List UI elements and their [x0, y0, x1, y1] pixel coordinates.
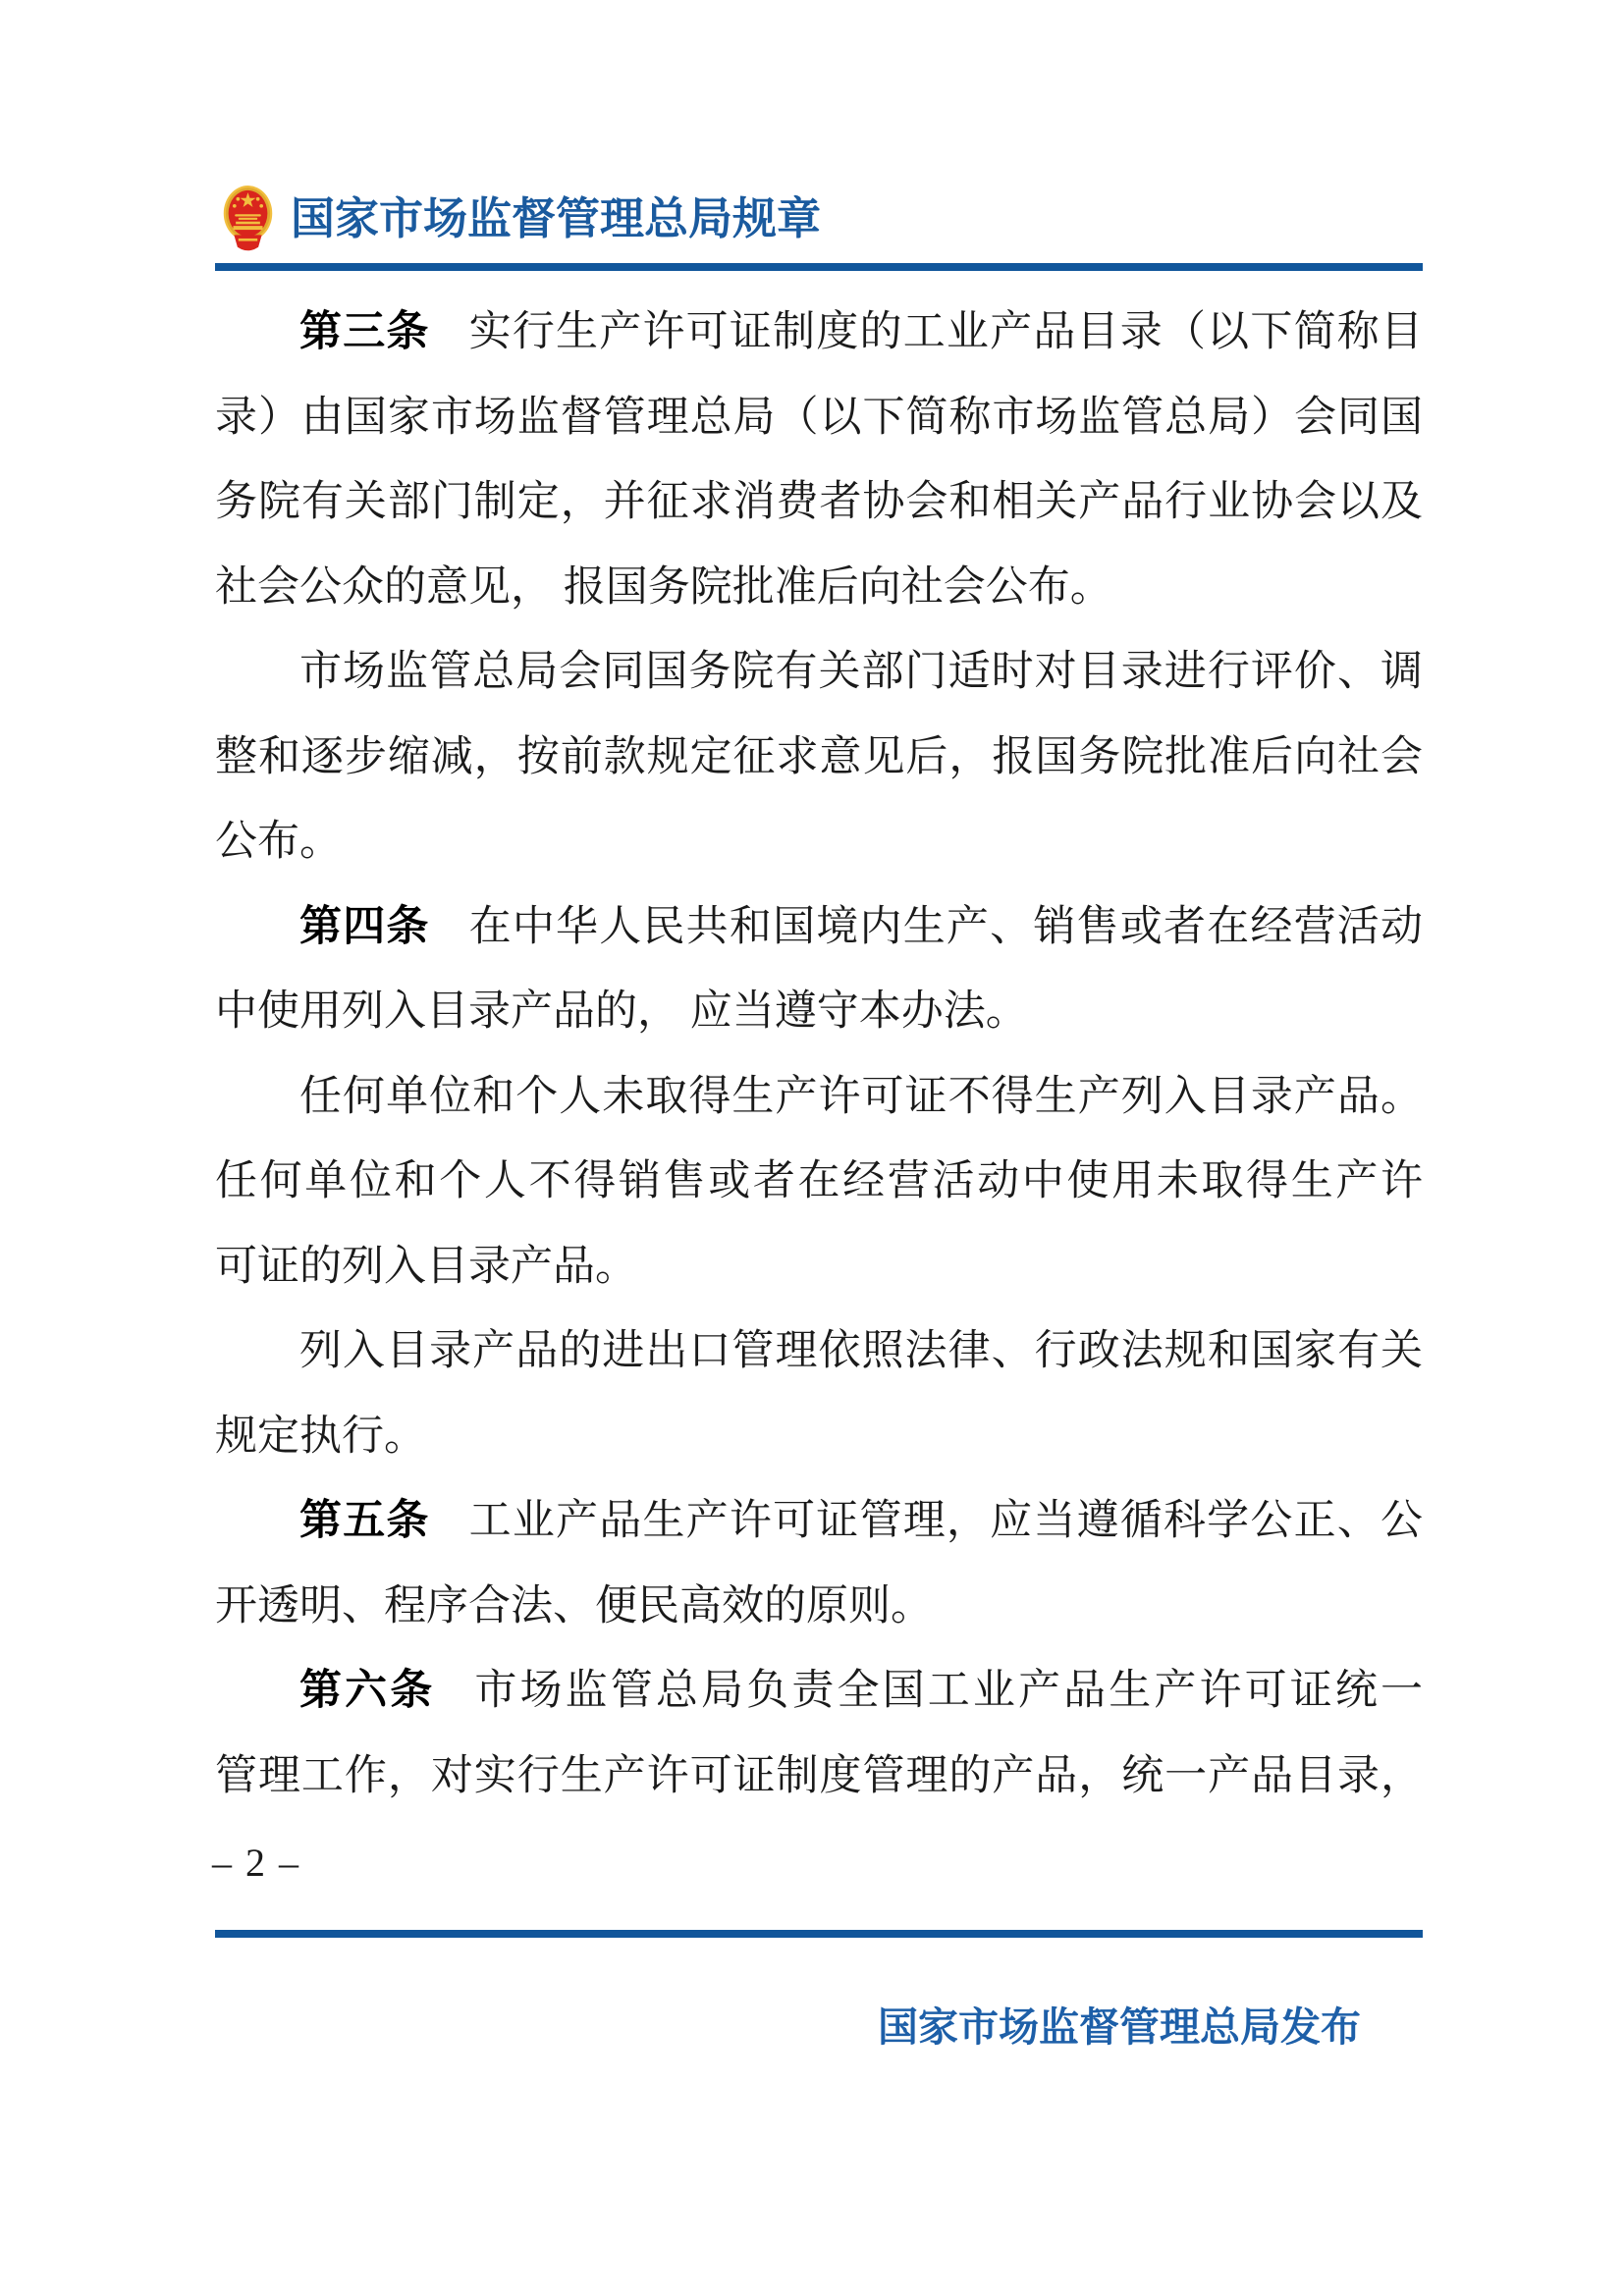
body-line — [215, 1479, 1423, 1565]
document-header — [222, 183, 821, 255]
body-line — [215, 1309, 1423, 1395]
article-number: 第六条 — [299, 1668, 436, 1714]
body-line — [215, 1395, 1423, 1480]
article-number: 第五条 — [299, 1498, 430, 1544]
body-line-text: 整和逐步缩减，按前款规定征求意见后，报国务院批准后向社会 — [215, 733, 1423, 780]
body-line-text: 务院有关部门制定，并征求消费者协会和相关产品行业协会以及 — [215, 479, 1423, 525]
body-line-text: 工业产品生产许可证管理，应当遵循科学公正、公 — [468, 1498, 1423, 1544]
body-line — [215, 376, 1423, 461]
body-line-text: 在中华人民共和国境内生产、销售或者在经营活动 — [468, 903, 1423, 950]
body-line — [215, 546, 1423, 631]
body-line — [215, 1225, 1423, 1310]
body-line-text: 市场监管总局会同国务院有关部门适时对目录进行评价、调 — [299, 649, 1423, 695]
body-line — [215, 460, 1423, 546]
body-line — [215, 1140, 1423, 1225]
body-line-text: 公布。 — [215, 819, 342, 865]
body-line — [215, 885, 1423, 971]
article-number: 第四条 — [299, 903, 430, 950]
body-line — [215, 291, 1423, 376]
document-body — [215, 291, 1423, 1819]
body-line-text: 开透明、程序合法、便民高效的原则。 — [215, 1582, 933, 1629]
body-line-text: 可证的列入目录产品。 — [215, 1243, 637, 1290]
body-line — [215, 716, 1423, 801]
body-line — [215, 630, 1423, 716]
body-line — [215, 970, 1423, 1055]
body-line-text: 规定执行。 — [215, 1413, 426, 1460]
body-line — [215, 1649, 1423, 1735]
body-line — [215, 1055, 1423, 1141]
body-line-text: 管理工作，对实行生产许可证制度管理的产品，统一产品目录， — [215, 1752, 1423, 1799]
body-line — [215, 1565, 1423, 1650]
body-line-text: 录）由国家市场监督管理总局（以下简称市场监管总局）会同国 — [215, 394, 1423, 441]
body-line-text: 社会公众的意见， 报国务院批准后向社会公布。 — [215, 563, 1112, 611]
body-line — [215, 1735, 1423, 1820]
body-line-text: 市场监管总局负责全国工业产品生产许可证统一 — [474, 1668, 1424, 1714]
body-line-text: 实行生产许可证制度的工业产品目录（以下简称目 — [468, 309, 1423, 355]
body-line-text: 列入目录产品的进出口管理依照法律、行政法规和国家有关 — [299, 1328, 1423, 1374]
publisher-label: 国家市场监督管理总局发布 — [878, 2004, 1361, 2050]
footer-rule — [215, 1930, 1423, 1938]
header-title: 国家市场监督管理总局规章 — [291, 193, 822, 243]
article-number: 第三条 — [299, 309, 430, 355]
body-line-text: 中使用列入目录产品的， 应当遵守本办法。 — [215, 988, 1028, 1035]
body-line — [215, 800, 1423, 885]
national-emblem-icon — [222, 185, 274, 254]
header-rule — [215, 263, 1423, 271]
page-number: – 2 – — [212, 1841, 300, 1885]
body-line-text: 任何单位和个人不得销售或者在经营活动中使用未取得生产许 — [215, 1158, 1423, 1204]
body-line-text: 任何单位和个人未取得生产许可证不得生产列入目录产品。 — [299, 1073, 1423, 1120]
